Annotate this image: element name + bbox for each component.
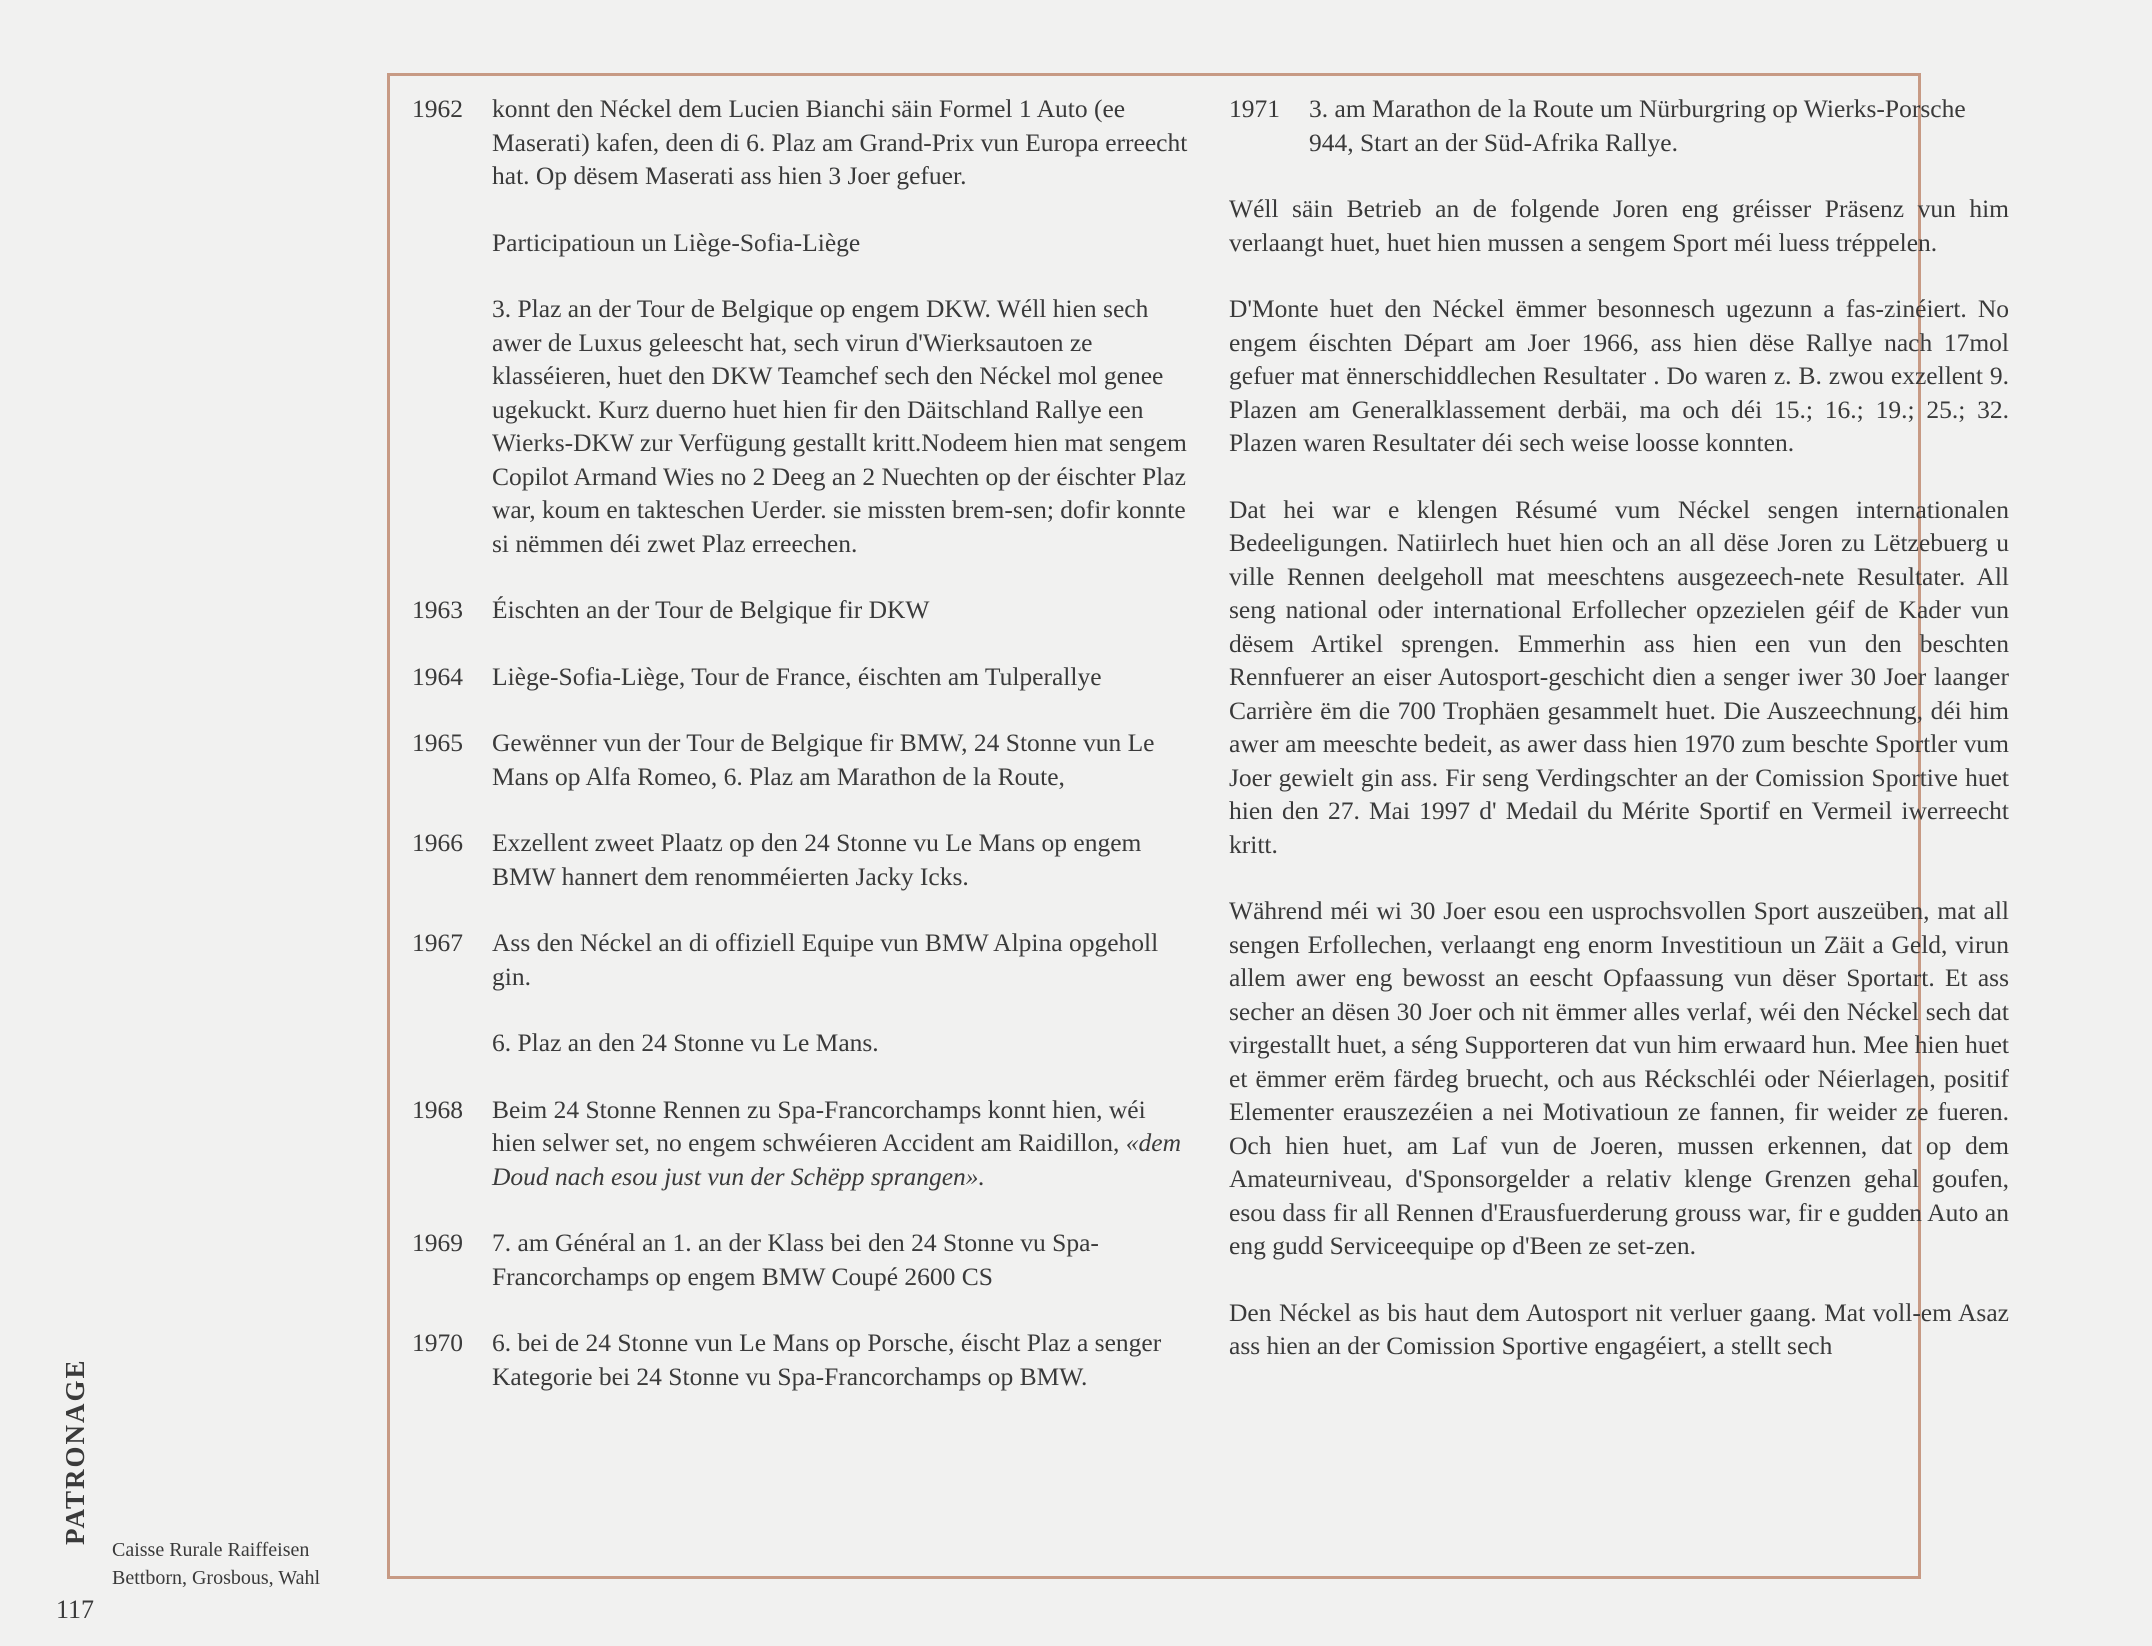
entry-paragraph: 6. bei de 24 Stonne vun Le Mans op Porsche, éischt Plaz a senger Kategorie bei 24 Stonne vu Spa-Francorchamps op BMW. (492, 1328, 1162, 1391)
page-number: 117 (56, 1595, 95, 1624)
timeline-entry-1971 (1229, 92, 2009, 159)
entry-year: 1967 (412, 928, 463, 957)
entry-text (492, 1226, 1192, 1293)
entry-paragraph: 6. Plaz an den 24 Stonne vu Le Mans. (492, 1028, 879, 1057)
entry-paragraph: konnt den Néckel dem Lucien Bianchi säin Formel 1 Auto (ee Maserati) kafen, deen di 6. Plaz am Grand-Prix vun Europa erreecht hat. Op dësem Maserati ass hien 3 Joer gefuer. (492, 94, 1188, 190)
entry-year: 1964 (412, 661, 463, 691)
section-label: PATRONAGE (60, 1358, 90, 1545)
body-paragraph: Wéll säin Betrieb an de folgende Joren eng gréisser Präsenz vun him verlaangt huet, huet hien mussen a sengem Sport méi luess tréppelen. (1229, 194, 2009, 257)
entry-paragraph: Participatioun un Liège-Sofia-Liège (492, 227, 861, 257)
entry-paragraph: Liège-Sofia-Liège, Tour de France, éischten am Tulperallye (492, 661, 1102, 691)
entry-year: 1968 (412, 1094, 463, 1124)
entry-text: 3. am Marathon de la Route um Nürburgring op Wierks-Porsche 944, Start an der Süd-Afrika Rallye. (1309, 94, 1966, 157)
sponsor-credit (112, 1536, 320, 1592)
entry-year: 1971 (1229, 94, 1280, 123)
entry-paragraph: Ass den Néckel an di offiziell Equipe vun BMW Alpina opgeholl gin. (492, 928, 1159, 991)
timeline-entry-1962 (412, 92, 1192, 560)
entry-text (492, 660, 1192, 694)
entry-text (492, 726, 1192, 793)
entry-year: 1962 (412, 94, 463, 123)
sponsor-line: Bettborn, Grosbous, Wahl (112, 1567, 321, 1589)
entry-paragraph (492, 1093, 1192, 1194)
entry-paragraph: 7. am Général an 1. an der Klass bei den 24 Stonne vu Spa-Francorchamps op engem BMW Coupé 2600 CS (492, 1228, 1099, 1291)
entry-year: 1966 (412, 828, 463, 857)
entry-text (492, 1093, 1192, 1194)
entry-paragraph: Gewënner vun der Tour de Belgique fir BMW, 24 Stonne vun Le Mans op Alfa Romeo, 6. Plaz am Marathon de la Route, (492, 728, 1155, 791)
timeline-entry-1968 (412, 1093, 1192, 1194)
right-column (1229, 92, 2009, 1396)
timeline-entry-1967 (412, 926, 1192, 1060)
entry-paragraph: Éischten an der Tour de Belgique fir DKW (492, 595, 930, 624)
entry-year: 1965 (412, 728, 463, 757)
timeline-entry-1969 (412, 1226, 1192, 1293)
body-paragraph: Während méi wi 30 Joer esou een usprochsvollen Sport auszeüben, mat all sengen Erfollechen, verlaangt eng enorm Investitioun un Zäit a Geld, virun allem awer eng bewosst an eescht Opfaassung vun dëser Sportart. Et ass secher an dësen 30 Joer och nit ëmmer alles verlaf, wéi den Néckel sech dat virgestallt huet, a séng Supporteren dat vun him erwaard hun. Mee hien huet et ëmmer erëm färdeg bruecht, och aus Réckschléi oder Néierlagen, positif Elementer erauszezéien a nei Motivatioun ze fannen, fir weider ze fueren. Och hien huet, am Laf vun de Joeren, mussen erkennen, dat op dem Amateurniveau, d'Sponsorgelder a relativ klenge Grenzen gehal goufen, esou dass fir all Rennen d'Erausfuerderung grouss war, fir e gudden Auto an eng gudd Serviceequipe op d'Been ze set-zen. (1229, 896, 2009, 1260)
timeline-entry-1963 (412, 593, 1192, 627)
entry-year: 1963 (412, 595, 463, 624)
body-paragraph: Den Néckel as bis haut dem Autosport nit verluer gaang. Mat voll-em Asaz ass hien an der Comission Sportive engagéiert, a stellt sech (1229, 1297, 2009, 1360)
entry-year: 1970 (412, 1328, 463, 1357)
entry-paragraph: 3. Plaz an der Tour de Belgique op engem DKW. Wéll hien sech awer de Luxus geleescht hat, sech virun d'Wierksautoen ze klasséieren, huet den DKW Teamchef sech den Néckel mol genee ugekuckt. Kurz duerno huet hien fir den Däitschland Rallye een Wierks-DKW zur Verfügung gestallt kritt.Nodeem hien mat sengem Copilot Armand Wies no 2 Deeg an 2 Nuechten op der éischter Plaz war, koum en takteschen Uerder. sie missten brem-sen; dofir konnte si nëmmen déi zwet Plaz erreechen. (492, 294, 1187, 558)
entry-text (492, 926, 1192, 1060)
entry-quote: «dem Doud nach esou just vun der Schëpp sprangen». (492, 1128, 1181, 1191)
timeline-entry-1970 (412, 1326, 1192, 1393)
entry-year: 1969 (412, 1228, 463, 1257)
body-paragraph: Dat hei war e klengen Résumé vum Néckel sengen internationalen Bedeeligungen. Natiirlech huet hien och an all dëse Joren zu Lëtzebuerg u ville Rennen deelgeholl mat meeschtens ausgezeech-nete Resultater. All seng national oder international Erfollecher opzezielen géif de Kader vun dësem Artikel sprengen. Emmerhin ass hien een vun den beschten Rennfuerer an eiser Autosport-geschicht dien a senger iwer 30 Joer laanger Carrière ëm die 700 Trophäen gesammelt huet. Die Auszeechnung, déi him awer am meeschte bedeit, as awer dass hien 1970 zum beschte Sportler vum Joer gewielt gin ass. Fir seng Verdingschter an der Comission Sportive huet hien den 27. Mai 1997 d' Medail du Mérite Sportif en Vermeil iwerreecht kritt. (1229, 494, 2009, 859)
timeline-entry-1966 (412, 826, 1192, 893)
entry-text (492, 92, 1192, 560)
body-paragraph: D'Monte huet den Néckel ëmmer besonnesch ugezunn a fas-zinéiert. No engem éischten Départ am Joer 1966, ass hien dëse Rallye nach 17mol gefuer mat ënnerschiddlechen Resultater . Do waren z. B. zwou exzellent 9. Plazen am Generalklassement derbäi, ma och déi 15.; 16.; 19.; 25.; 32. Plazen waren Resultater déi sech weise loosse konnten. (1229, 294, 2009, 457)
entry-text (492, 826, 1192, 893)
entry-paragraph-text: Beim 24 Stonne Rennen zu Spa-Francorchamps konnt hien, wéi hien selwer set, no engem schwéieren Accident am Raidillon, (492, 1094, 1146, 1157)
entry-paragraph: Exzellent zweet Plaatz op den 24 Stonne vu Le Mans op engem BMW hannert dem renomméierten Jacky Icks. (492, 828, 1142, 891)
left-column (412, 92, 1192, 1426)
timeline-entry-1964 (412, 660, 1192, 694)
timeline-entry-1965 (412, 726, 1192, 793)
entry-text (492, 593, 1192, 627)
entry-text (492, 1326, 1192, 1393)
sponsor-line: Caisse Rurale Raiffeisen (112, 1539, 310, 1561)
